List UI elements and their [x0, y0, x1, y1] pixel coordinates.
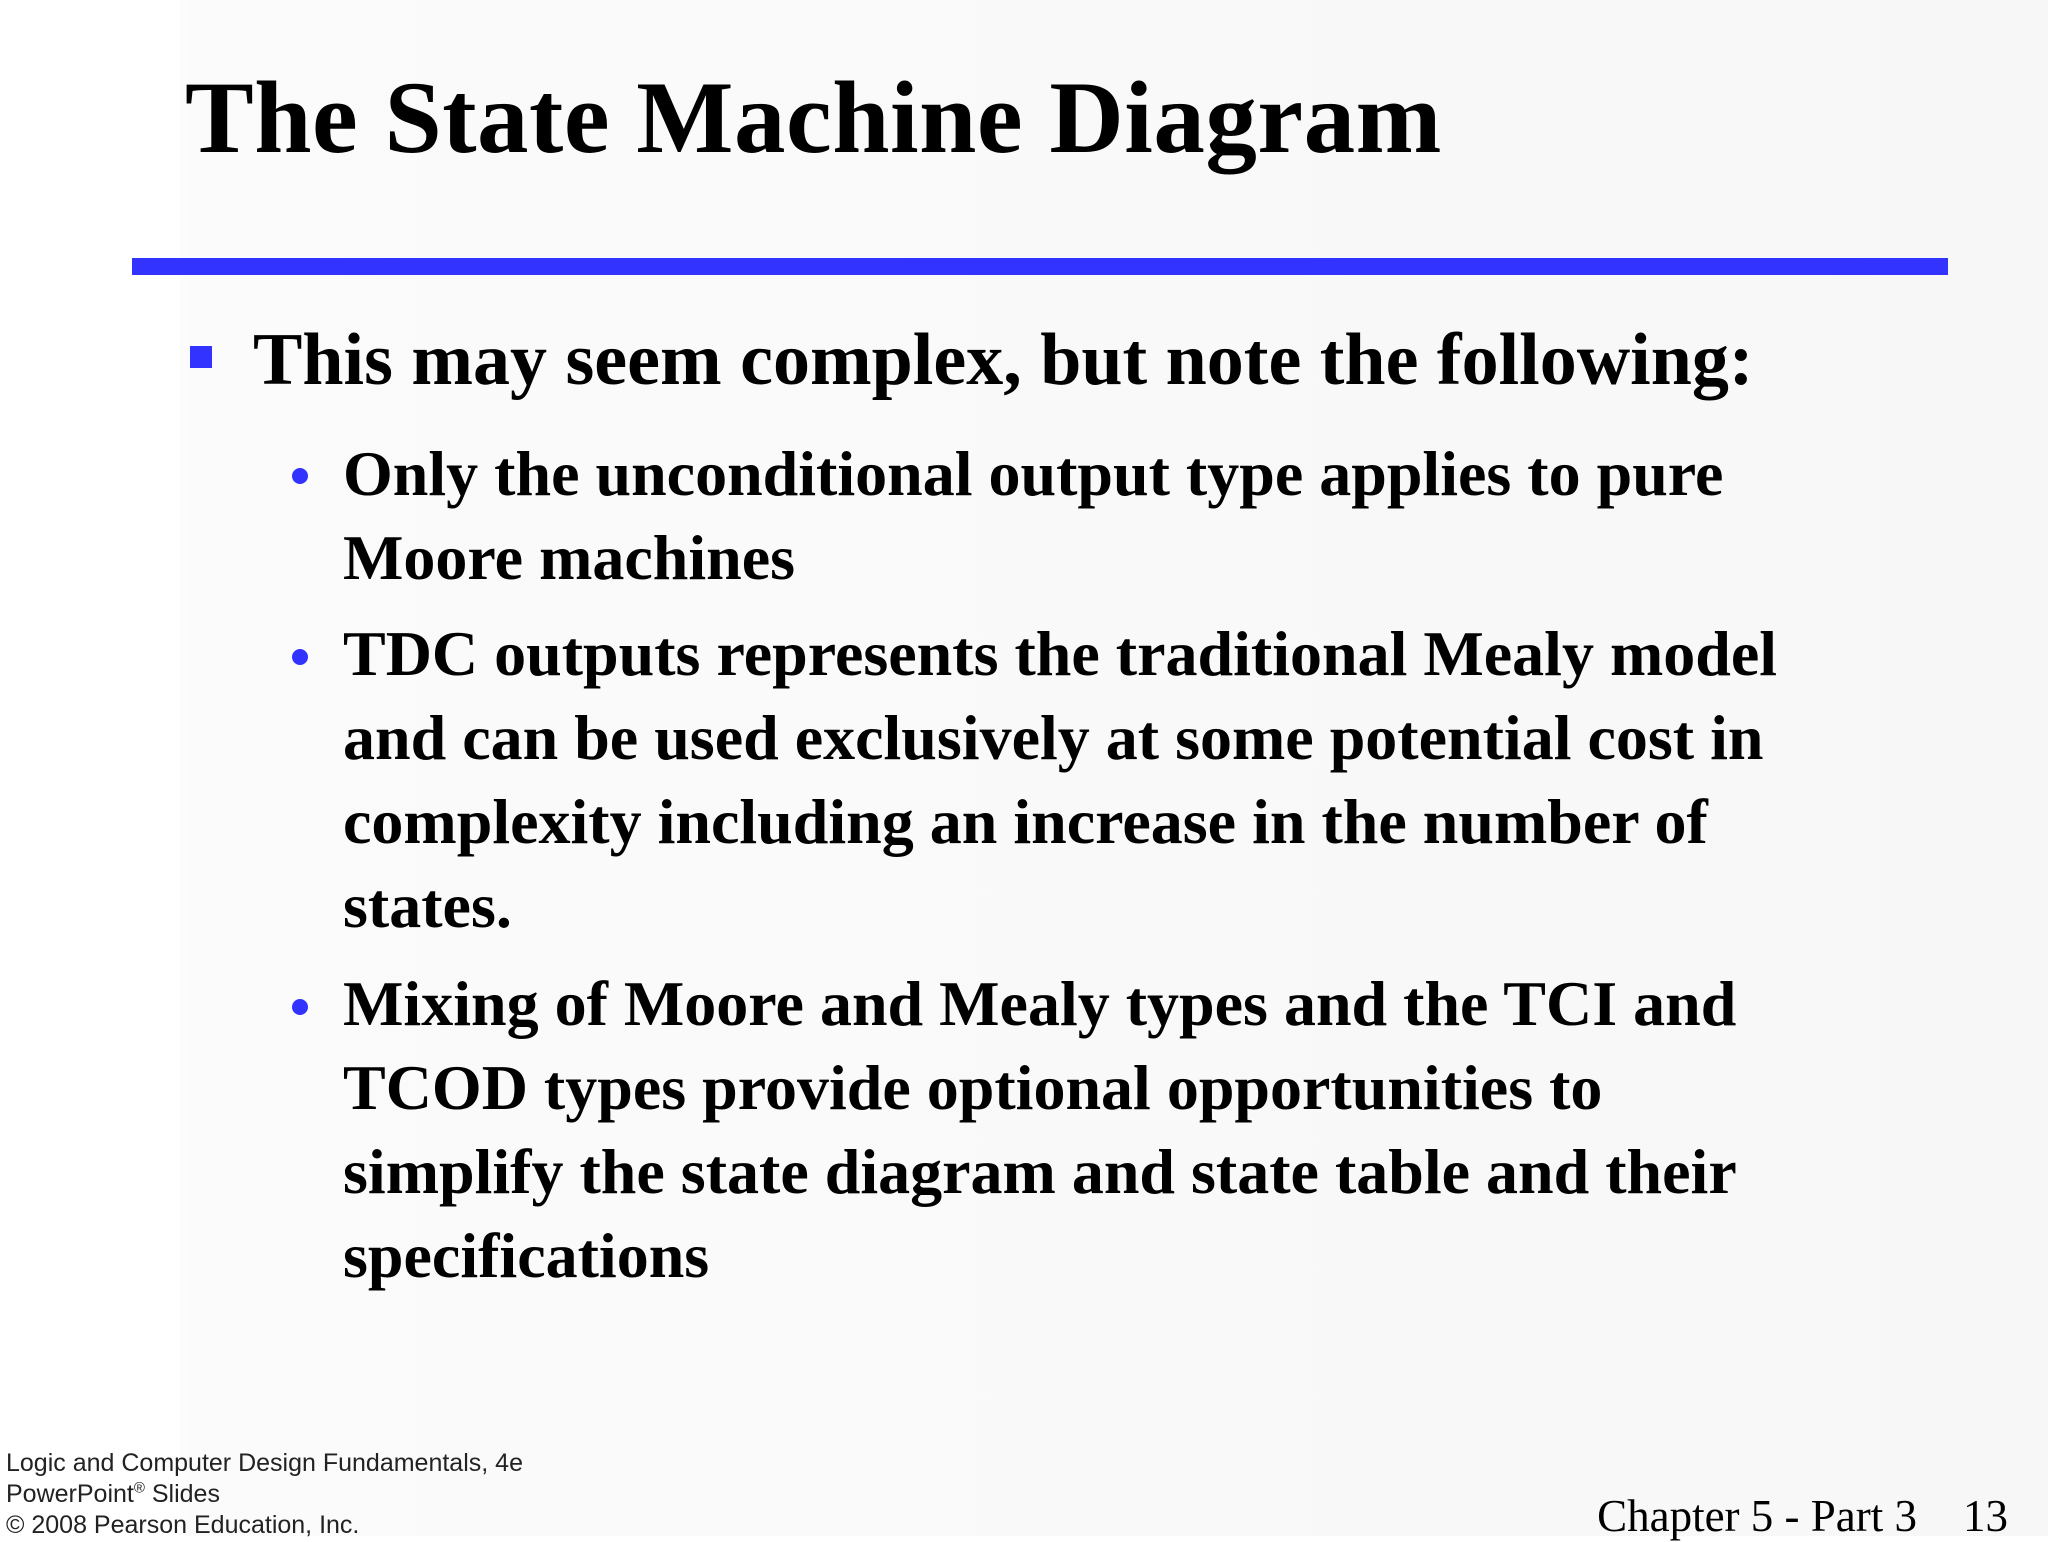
sub-bullet-line: states. [343, 870, 512, 941]
sub-bullet-2 [343, 612, 2003, 948]
footer-slides-prefix: PowerPoint [6, 1480, 134, 1508]
square-bullet-icon [190, 346, 212, 368]
footer-slides-suffix: Slides [144, 1480, 220, 1508]
sub-bullet-line: specifications [343, 1220, 710, 1291]
sub-bullet-line: TCOD types provide optional opportunities to [343, 1052, 1603, 1123]
footer-page-number: 13 [1963, 1491, 2008, 1541]
footer-chapter: Chapter 5 - Part 3 [1597, 1491, 1917, 1541]
sub-bullet-line: TDC outputs represents the traditional Mealy model [343, 618, 1778, 689]
sub-bullet-line: simplify the state diagram and state table and their [343, 1136, 1737, 1207]
sub-bullet-line: and can be used exclusively at some potential cost in [343, 702, 1764, 773]
footer-copyright: © 2008 Pearson Education, Inc. [6, 1511, 360, 1539]
sub-bullet-1 [343, 432, 2003, 600]
sub-bullet-line: complexity including an increase in the number of [343, 786, 1708, 857]
slide-title: The State Machine Diagram [185, 61, 1442, 175]
round-bullet-icon [292, 999, 308, 1015]
sub-bullet-line: Mixing of Moore and Mealy types and the TCI and [343, 968, 1737, 1039]
sub-bullet-line: Only the unconditional output type applies to pure [343, 438, 1724, 509]
sub-bullet-3 [343, 962, 2003, 1298]
footer-book-title: Logic and Computer Design Fundamentals, 4e [6, 1449, 523, 1477]
round-bullet-icon [292, 649, 308, 665]
registered-mark: ® [133, 1479, 145, 1497]
footer-publisher-info [6, 1448, 523, 1541]
footer-chapter-info [1597, 1490, 2008, 1542]
footer-slides-line [6, 1479, 523, 1510]
sub-bullet-line: Moore machines [343, 522, 796, 593]
round-bullet-icon [292, 468, 308, 484]
bullet-main-text: This may seem complex, but note the following: [253, 319, 1754, 401]
